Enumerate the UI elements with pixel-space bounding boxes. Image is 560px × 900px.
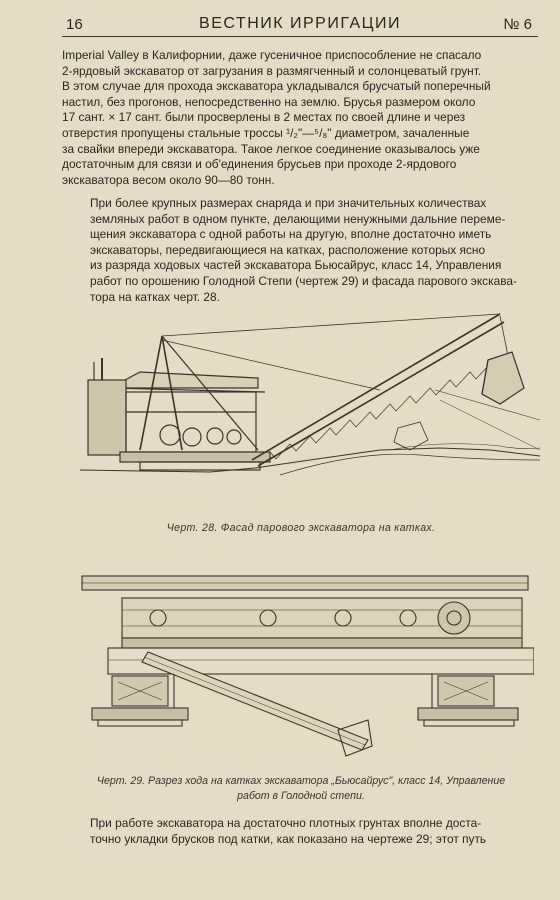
paragraph-2 — [62, 196, 540, 305]
text-line: При более крупных размерах снаряда и при значительных количествах — [90, 196, 487, 210]
figure-excavator-elevation — [80, 300, 540, 510]
text-line: точно укладки брусков под катки, как показано на чертеже 29; этот путь — [90, 831, 487, 846]
text-line: щения экскаватора с одной работы на другую, вполне достаточно иметь — [90, 227, 492, 242]
caption-line: работ в Голодной степи. — [237, 790, 365, 802]
roller-section-drawing — [78, 570, 534, 770]
figure-roller-section — [78, 570, 534, 770]
text-line: экскаватора весом около 90—80 тонн. — [62, 172, 275, 187]
text-line: из разряда ходовых частей экскаватора Бьюсайрус, класс 14, Управления — [90, 258, 502, 273]
text-line: В этом случае для прохода экскаватора укладывался брусчатый поперечный — [62, 79, 491, 94]
excavator-drawing — [80, 300, 540, 510]
text-line: Imperial Valley в Калифорнии, даже гусеничное приспособление не спасало — [62, 48, 482, 62]
text-line: достаточным для связи и об'единения брусьев при проходе 2-ярдового — [62, 157, 457, 172]
text-line: 17 сант. × 17 сант. были просверлены в 2 местах по своей длине и через — [62, 110, 466, 125]
text-line: за свайки впереди экскаватора. Такое легкое соединение оказывалось уже — [62, 141, 480, 156]
issue-number: № 6 — [503, 16, 532, 33]
text-line: работ по орошению Голодной Степи (чертеж 29) и фасада парового экскава- — [90, 273, 517, 288]
text-line: настил, без прогонов, непосредственно на землю. Брусья размером около — [62, 94, 476, 109]
page-number: 16 — [66, 16, 83, 33]
text-line: тора на катках черт. 28. — [90, 289, 220, 304]
text-line: При работе экскаватора на достаточно плотных грунтах вполне доста- — [90, 816, 482, 830]
text-line: экскаваторы, передвигающиеся на катках, расположение которых ясно — [90, 242, 486, 257]
text-line: 2-ярдовый экскаватор от загрузания в размягченный и солонцеватый грунт. — [62, 63, 482, 78]
journal-title: ВЕСТНИК ИРРИГАЦИИ — [199, 15, 401, 32]
paragraph-1 — [62, 48, 540, 188]
caption-line: Черт. 29. Разрез хода на катках экскаватора „Бьюсайрус", класс 14, Управление — [96, 775, 506, 787]
text-line: земляных работ в одном пункте, делающими ненужными дальние переме- — [90, 211, 506, 226]
text-line: отверстия пропущены стальные тросcы ¹/₂"—⁵/₈" диаметром, зачаленные — [62, 125, 470, 140]
running-header — [62, 14, 538, 37]
figure-1-caption: Черт. 28. Фасад парового экскаватора на катках. — [166, 522, 436, 534]
paragraph-3 — [62, 816, 540, 847]
figure-2-caption — [62, 774, 540, 804]
